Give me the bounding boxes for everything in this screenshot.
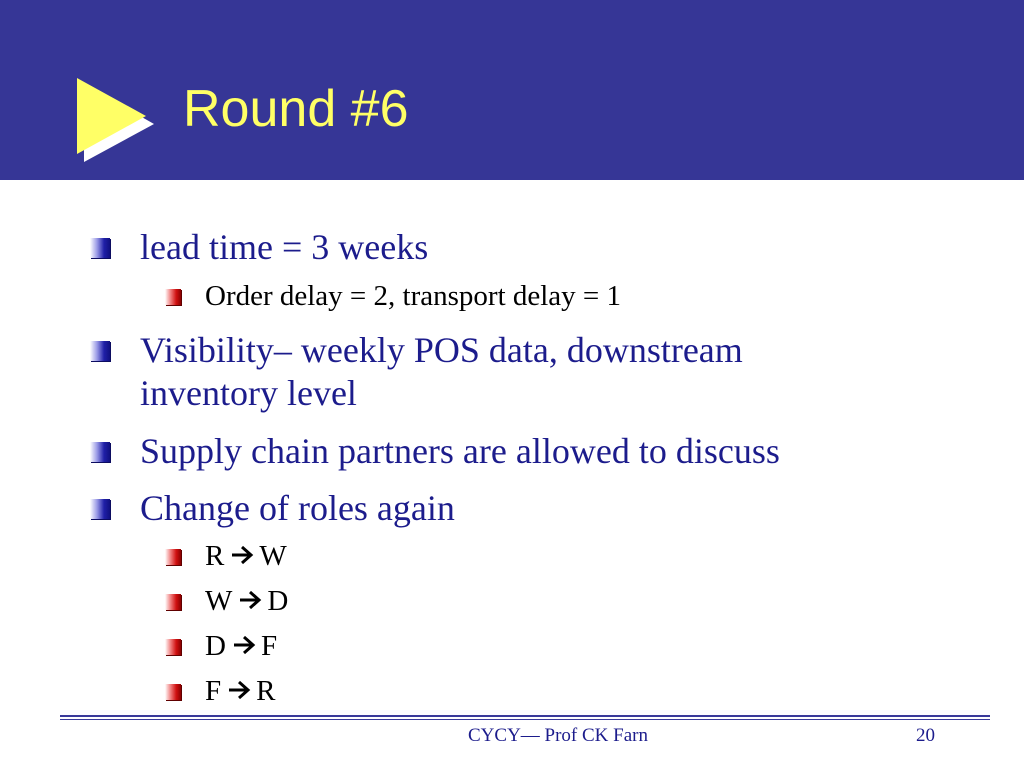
footer-text: CYCY— Prof CK Farn [468,725,648,746]
page-number: 20 [916,725,935,746]
blue-square-bullet-icon [90,442,110,462]
sub-bullet-text: Order delay = 2, transport delay = 1 [205,280,622,312]
bullet-text: Visibility– weekly POS data, downstream [140,330,743,370]
slide-title: Round #6 [183,80,409,138]
role-from: R [205,540,225,572]
right-arrow-icon [232,633,258,657]
role-from: W [205,585,233,617]
red-square-bullet-icon [165,639,181,655]
role-to: W [259,540,287,572]
role-from: D [205,630,226,662]
blue-square-bullet-icon [90,499,110,519]
role-to: F [260,630,278,662]
blue-square-bullet-icon [90,238,110,258]
right-arrow-icon [227,678,253,702]
red-square-bullet-icon [165,549,181,565]
blue-square-bullet-icon [90,341,110,361]
footer-divider-thin [60,719,990,720]
bullet-text-continued: inventory level [140,373,357,413]
right-arrow-icon [230,543,256,567]
red-square-bullet-icon [165,594,181,610]
red-square-bullet-icon [165,684,181,700]
footer-divider [60,715,990,717]
bullet-text: lead time = 3 weeks [140,227,429,267]
role-to: D [267,585,289,617]
bullet-text: Change of roles again [140,488,455,528]
role-to: R [256,675,276,707]
role-from: F [205,675,222,707]
red-square-bullet-icon [165,289,181,305]
bullet-text: Supply chain partners are allowed to discuss [140,431,780,471]
right-arrow-icon [238,588,264,612]
